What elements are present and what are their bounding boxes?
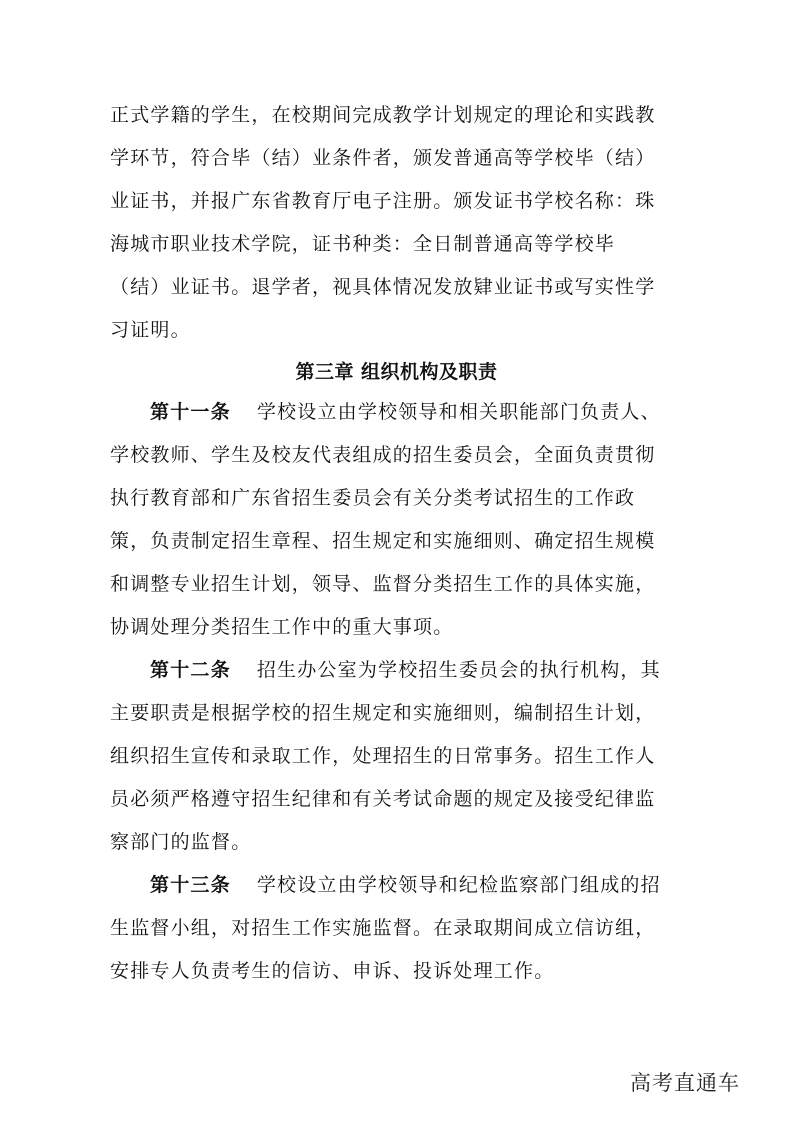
article-line: 执行教育部和广东省招生委员会有关分类考试招生的工作政 bbox=[110, 487, 636, 509]
article-first-line bbox=[150, 873, 750, 897]
article-first-line bbox=[150, 658, 750, 682]
intro-line: （结）业证书。退学者，视具体情况发放肄业证书或写实性学 bbox=[110, 276, 656, 298]
article-line: 学校教师、学生及校友代表组成的招生委员会，全面负责贯彻 bbox=[110, 444, 656, 466]
intro-line: 正式学籍的学生，在校期间完成教学计划规定的理论和实践教 bbox=[110, 104, 656, 126]
intro-line: 学环节，符合毕（结）业条件者，颁发普通高等学校毕（结） bbox=[110, 147, 656, 169]
article-line: 员必须严格遵守招生纪律和有关考试命题的规定及接受纪律监 bbox=[110, 788, 656, 810]
watermark-text: 高考直通车 bbox=[630, 1071, 740, 1095]
article-line: 策，负责制定招生章程、招生规定和实施细则、确定招生规模 bbox=[110, 530, 656, 552]
article-line: 组织招生宣传和录取工作，处理招生的日常事务。招生工作人 bbox=[110, 745, 656, 767]
article-text: 招生办公室为学校招生委员会的执行机构，其 bbox=[256, 659, 661, 681]
article-label: 第十一条 bbox=[150, 401, 231, 423]
chapter-title: 第三章 组织机构及职责 bbox=[295, 361, 498, 383]
article-line: 察部门的监督。 bbox=[110, 831, 252, 853]
article-line: 和调整专业招生计划，领导、监督分类招生工作的具体实施， bbox=[110, 573, 656, 595]
intro-line: 业证书，并报广东省教育厅电子注册。颁发证书学校名称：珠 bbox=[110, 190, 656, 212]
article-line: 协调处理分类招生工作中的重大事项。 bbox=[110, 616, 454, 638]
article-text: 学校设立由学校领导和纪检监察部门组成的招 bbox=[256, 874, 661, 896]
article-line: 主要职责是根据学校的招生规定和实施细则，编制招生计划， bbox=[110, 702, 656, 724]
article-label: 第十二条 bbox=[150, 659, 231, 681]
article-text: 学校设立由学校领导和相关职能部门负责人、 bbox=[256, 401, 661, 423]
intro-line: 海城市职业技术学院，证书种类：全日制普通高等学校毕 bbox=[110, 233, 616, 255]
article-label: 第十三条 bbox=[150, 874, 231, 896]
article-first-line bbox=[150, 400, 750, 424]
article-line: 生监督小组，对招生工作实施监督。在录取期间成立信访组， bbox=[110, 917, 656, 939]
intro-line: 习证明。 bbox=[110, 319, 191, 341]
article-line: 安排专人负责考生的信访、申诉、投诉处理工作。 bbox=[110, 960, 555, 982]
